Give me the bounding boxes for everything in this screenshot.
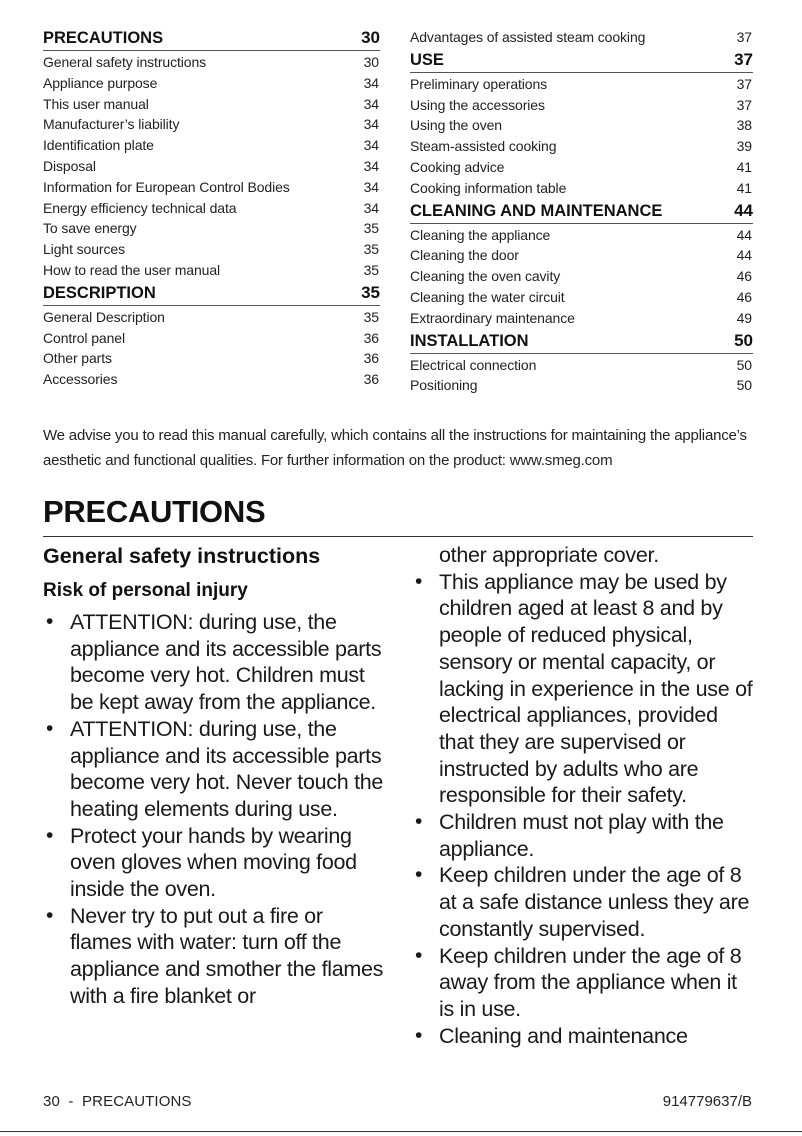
toc-item[interactable]	[43, 114, 380, 135]
toc-item[interactable]	[43, 369, 380, 390]
toc-item-label: Light sources	[43, 241, 125, 258]
list-item-text: Cleaning and maintenance	[439, 1023, 688, 1048]
bullet-icon: •	[46, 823, 54, 847]
toc-item-label: Energy efficiency technical data	[43, 199, 237, 216]
toc-item-page: 34	[363, 95, 379, 112]
safety-list-left	[43, 609, 388, 1010]
toc-item-page: 36	[363, 350, 379, 367]
footer-page-label: 30 - PRECAUTIONS	[43, 1093, 192, 1110]
toc-item[interactable]	[43, 135, 380, 156]
toc-item[interactable]	[43, 307, 380, 328]
toc-item-page: 34	[363, 137, 379, 154]
toc-item-page: 36	[363, 329, 379, 346]
list-item-text: ATTENTION: during use, the appliance and its accessible parts become very hot. Never touch the heating elements during use.	[70, 716, 384, 821]
list-item	[43, 823, 388, 903]
body-right-column	[412, 542, 757, 1049]
toc-item[interactable]	[410, 115, 753, 136]
toc-item-label: Advantages of assisted steam cooking	[410, 29, 646, 45]
toc-heading-cleaning[interactable]	[410, 200, 753, 224]
toc-heading-label: CLEANING AND MAINTENANCE	[410, 201, 663, 220]
toc-item-page: 44	[736, 226, 752, 243]
toc-item-label: Manufacturer’s liability	[43, 116, 180, 133]
toc-heading-page: 35	[361, 282, 380, 302]
list-item	[43, 716, 388, 823]
toc-item-page: 38	[736, 117, 752, 134]
intro-paragraph: We advise you to read this manual carefully, which contains all the instructions for maintaining the appliance’s aesthetic and functional qualities. For further information on the product: www.smeg.com	[43, 427, 747, 469]
list-item	[412, 862, 757, 942]
title-divider	[43, 536, 753, 537]
body-left-column	[43, 540, 388, 1010]
toc-item[interactable]	[43, 73, 380, 94]
toc-heading-installation[interactable]	[410, 330, 753, 354]
toc-item[interactable]	[410, 355, 753, 376]
bullet-icon: •	[415, 810, 423, 834]
toc-heading-label: PRECAUTIONS	[43, 29, 164, 47]
list-item-text: ATTENTION: during use, the appliance and its accessible parts become very hot. Children must be kept away from the appliance.	[70, 610, 382, 715]
toc-item-label: Control panel	[43, 329, 125, 346]
toc-item-page: 49	[736, 309, 752, 326]
list-item	[43, 609, 388, 716]
toc-item-label: This user manual	[43, 95, 149, 112]
toc-item-label: Steam-assisted cooking	[410, 138, 557, 155]
toc-item-label: Electrical connection	[410, 356, 537, 373]
toc-item-label: Identification plate	[43, 137, 154, 154]
list-item-text: Keep children under the age of 8 at a safe distance unless they are constantly supervised.	[439, 863, 750, 941]
toc-item[interactable]	[43, 177, 380, 198]
toc-item-label: Other parts	[43, 350, 112, 367]
toc-item-label: Cleaning the door	[410, 247, 519, 264]
toc-item-page: 35	[363, 220, 379, 237]
list-item-continuation: other appropriate cover.	[439, 543, 659, 567]
toc-item[interactable]	[410, 178, 753, 199]
toc-left-column	[43, 26, 380, 390]
bullet-icon: •	[415, 1023, 423, 1047]
toc-heading-page: 37	[734, 49, 753, 69]
toc-heading-label: DESCRIPTION	[43, 283, 156, 302]
list-item-text: This appliance may be used by children aged at least 8 and by people of reduced physical, sensory or mental capacity, or lacking in experience in the use of electrical appliances, provided that they are supervised or instructed by adults who are responsible for their safety.	[439, 569, 753, 808]
toc-right-column	[410, 26, 753, 396]
toc-item-label: How to read the user manual	[43, 261, 221, 278]
list-item	[412, 569, 757, 809]
subsection-title: General safety instructions	[43, 544, 321, 568]
toc-item-page: 37	[736, 96, 752, 113]
toc-item[interactable]	[43, 348, 380, 369]
toc-item-label: Disposal	[43, 157, 96, 174]
toc-item-page: 36	[363, 371, 379, 388]
toc-item-label: Using the oven	[410, 117, 502, 134]
list-item	[412, 1023, 757, 1050]
toc-heading-use[interactable]	[410, 49, 753, 73]
list-item-text: Never try to put out a fire or flames with water: turn off the appliance and smother the flames with a fire blanket or	[70, 903, 384, 1008]
toc-heading-page: 44	[734, 200, 753, 220]
toc-item-page: 46	[736, 268, 752, 285]
toc-item-label: Preliminary operations	[410, 75, 548, 92]
toc-item-page: 41	[736, 179, 752, 196]
toc-item-page: 39	[736, 138, 752, 155]
toc-item-page: 34	[363, 74, 379, 91]
toc-item[interactable]	[410, 375, 753, 396]
toc-item[interactable]	[43, 156, 380, 177]
toc-heading-label: USE	[410, 50, 444, 69]
toc-item-label: Positioning	[410, 377, 478, 394]
bullet-icon: •	[415, 943, 423, 967]
list-item	[43, 903, 388, 1010]
toc-heading-label: INSTALLATION	[410, 331, 529, 350]
toc-item-label: Cleaning the oven cavity	[410, 268, 561, 285]
toc-item-label: Cleaning the appliance	[410, 226, 551, 243]
bullet-icon: •	[415, 569, 423, 593]
toc-item[interactable]	[43, 94, 380, 115]
footer-divider	[0, 1131, 802, 1132]
toc-item[interactable]	[410, 136, 753, 157]
toc-item[interactable]	[43, 239, 380, 260]
toc-item-page: 35	[363, 261, 379, 278]
list-item-text: Protect your hands by wearing oven gloves when moving food inside the oven.	[70, 823, 357, 902]
toc-item-label: To save energy	[43, 220, 137, 237]
toc-item[interactable]	[410, 245, 753, 266]
bullet-icon: •	[415, 863, 423, 887]
toc-item-page: 34	[363, 178, 379, 195]
toc-item-page: 44	[736, 247, 752, 264]
toc-item[interactable]	[410, 287, 753, 308]
toc-item-page: 34	[363, 157, 379, 174]
toc-item[interactable]	[410, 27, 753, 48]
toc-item[interactable]	[410, 95, 753, 116]
toc-item[interactable]	[410, 74, 753, 95]
toc-item-page: 37	[736, 29, 752, 45]
toc-heading-precautions[interactable]	[43, 27, 380, 51]
toc-item[interactable]	[410, 157, 753, 178]
toc-item[interactable]	[43, 328, 380, 349]
toc-item[interactable]	[410, 225, 753, 246]
toc-item-page: 46	[736, 288, 752, 305]
safety-list-right	[412, 569, 757, 1050]
subsubsection-title: Risk of personal injury	[43, 580, 248, 601]
list-item	[412, 809, 757, 862]
toc-heading-description[interactable]	[43, 282, 380, 306]
toc-item-label: Using the accessories	[410, 96, 545, 113]
toc-item-label: Accessories	[43, 371, 118, 388]
toc-item[interactable]	[43, 260, 380, 281]
toc-item-page: 37	[736, 75, 752, 92]
toc-item-label: Cooking advice	[410, 158, 505, 175]
toc-item-page: 34	[363, 199, 379, 216]
toc-item-label: Cleaning the water circuit	[410, 288, 565, 305]
toc-item[interactable]	[410, 266, 753, 287]
toc-item[interactable]	[43, 52, 380, 73]
list-item	[412, 943, 757, 1023]
toc-item-page: 50	[736, 377, 752, 394]
section-title: PRECAUTIONS	[43, 494, 266, 529]
footer-doc-code: 914779637/B	[662, 1093, 752, 1110]
toc-item-label: General safety instructions	[43, 54, 207, 70]
bullet-icon: •	[46, 716, 54, 740]
toc-item-page: 41	[736, 158, 752, 175]
toc-item-label: Cooking information table	[410, 179, 567, 196]
toc-heading-page: 50	[734, 330, 753, 350]
toc-item[interactable]	[43, 198, 380, 219]
toc-heading-page: 30	[361, 28, 380, 47]
toc-item-label: Extraordinary maintenance	[410, 309, 575, 326]
toc-item-page: 35	[363, 308, 379, 325]
toc-item-page: 30	[363, 54, 379, 70]
toc-item-page: 50	[736, 356, 752, 373]
toc-item-page: 35	[363, 241, 379, 258]
toc-item-label: Information for European Control Bodies	[43, 178, 290, 195]
bullet-icon: •	[46, 610, 54, 633]
toc-item[interactable]	[43, 218, 380, 239]
list-item-text: Children must not play with the appliance.	[439, 810, 724, 861]
bullet-icon: •	[46, 903, 54, 927]
toc-item-label: General Description	[43, 308, 165, 325]
toc-item-label: Appliance purpose	[43, 74, 158, 91]
toc-item-page: 34	[363, 116, 379, 133]
toc-item[interactable]	[410, 308, 753, 329]
list-item-text: Keep children under the age of 8 away from the appliance when it is in use.	[439, 943, 742, 1021]
